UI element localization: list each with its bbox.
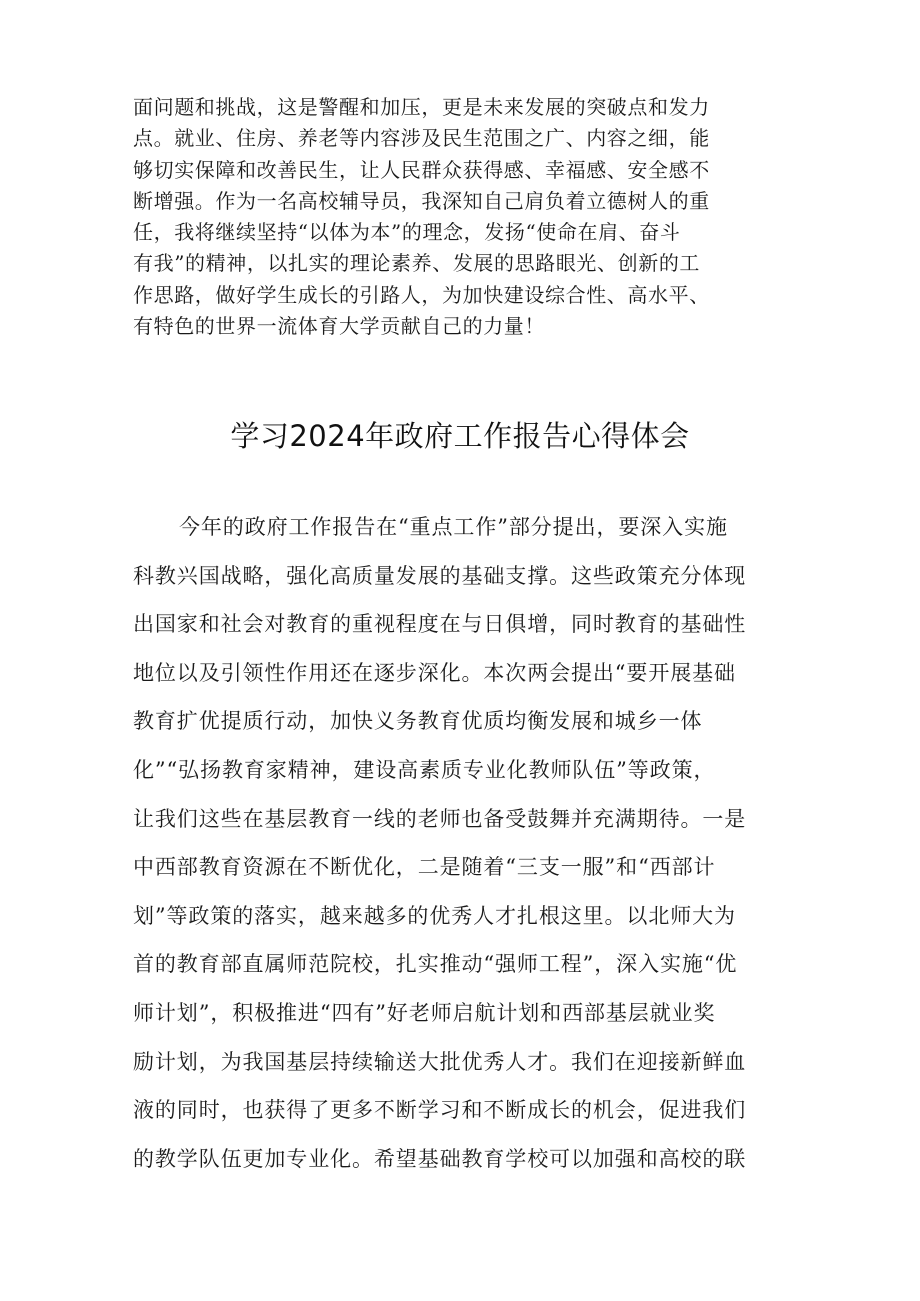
text-line: 教育扩优提质行动，加快义务教育优质均衡发展和城乡一体 [133,709,703,734]
text-line: 中西部教育资源在不断优化，二是随着“三支一服”和“西部计 [133,855,716,880]
text-line: 任，我将继续坚持“以体为本”的理念，发扬“使命在肩、奋斗 [133,220,681,245]
text-line: 今年的政府工作报告在“重点工作”部分提出，要深入实施 [179,515,728,539]
text-line: 有我”的精神，以扎实的理论素养、发展的思路眼光、创新的工 [133,251,701,276]
text-line: 点。就业、住房、养老等内容涉及民生范围之广、内容之细，能 [133,126,710,151]
text-line: 作思路，做好学生成长的引路人，为加快建设综合性、高水平、 [133,282,710,307]
text-line: 划”等政策的落实，越来越多的优秀人才扎根这里。以北师大为 [133,903,736,928]
text-line: 励计划，为我国基层持续输送大批优秀人才。我们在迎接新鲜血 [133,1049,747,1074]
text-line: 出国家和社会对教育的重视程度在与日俱增，同时教育的基础性 [133,612,747,637]
text-line: 面问题和挑战，这是警醒和加压，更是未来发展的突破点和发力 [133,95,710,119]
text-line: 断增强。作为一名高校辅导员，我深知自己肩负着立德树人的重 [133,188,710,213]
article-body [133,503,795,1183]
text-line: 首的教育部直属师范院校，扎实推动“强师工程”，深入实施“优 [133,952,738,977]
text-line: 师计划”，积极推进“四有”好老师启航计划和西部基层就业奖 [133,1000,716,1025]
text-line: 地位以及引领性作用还在逐步深化。本次两会提出“要开展基础 [133,660,736,685]
text-line: 让我们这些在基层教育一线的老师也备受鼓舞并充满期待。一是 [133,806,747,831]
text-line: 科教兴国战略，强化高质量发展的基础支撑。这些政策充分体现 [133,563,747,588]
text-line: 够切实保障和改善民生，让人民群众获得感、幸福感、安全感不 [133,157,710,182]
text-line: 液的同时，也获得了更多不断学习和不断成长的机会，促进我们 [133,1098,747,1123]
previous-article-ending [133,92,795,342]
article-title: 学习2024年政府工作报告心得体会 [230,419,690,453]
text-line: 有特色的世界一流体育大学贡献自己的力量！ [133,314,545,339]
text-line: 的教学队伍更加专业化。希望基础教育学校可以加强和高校的联 [133,1146,747,1171]
text-line: 化”“弘扬教育家精神，建设高素质专业化教师队伍”等政策， [133,757,716,782]
